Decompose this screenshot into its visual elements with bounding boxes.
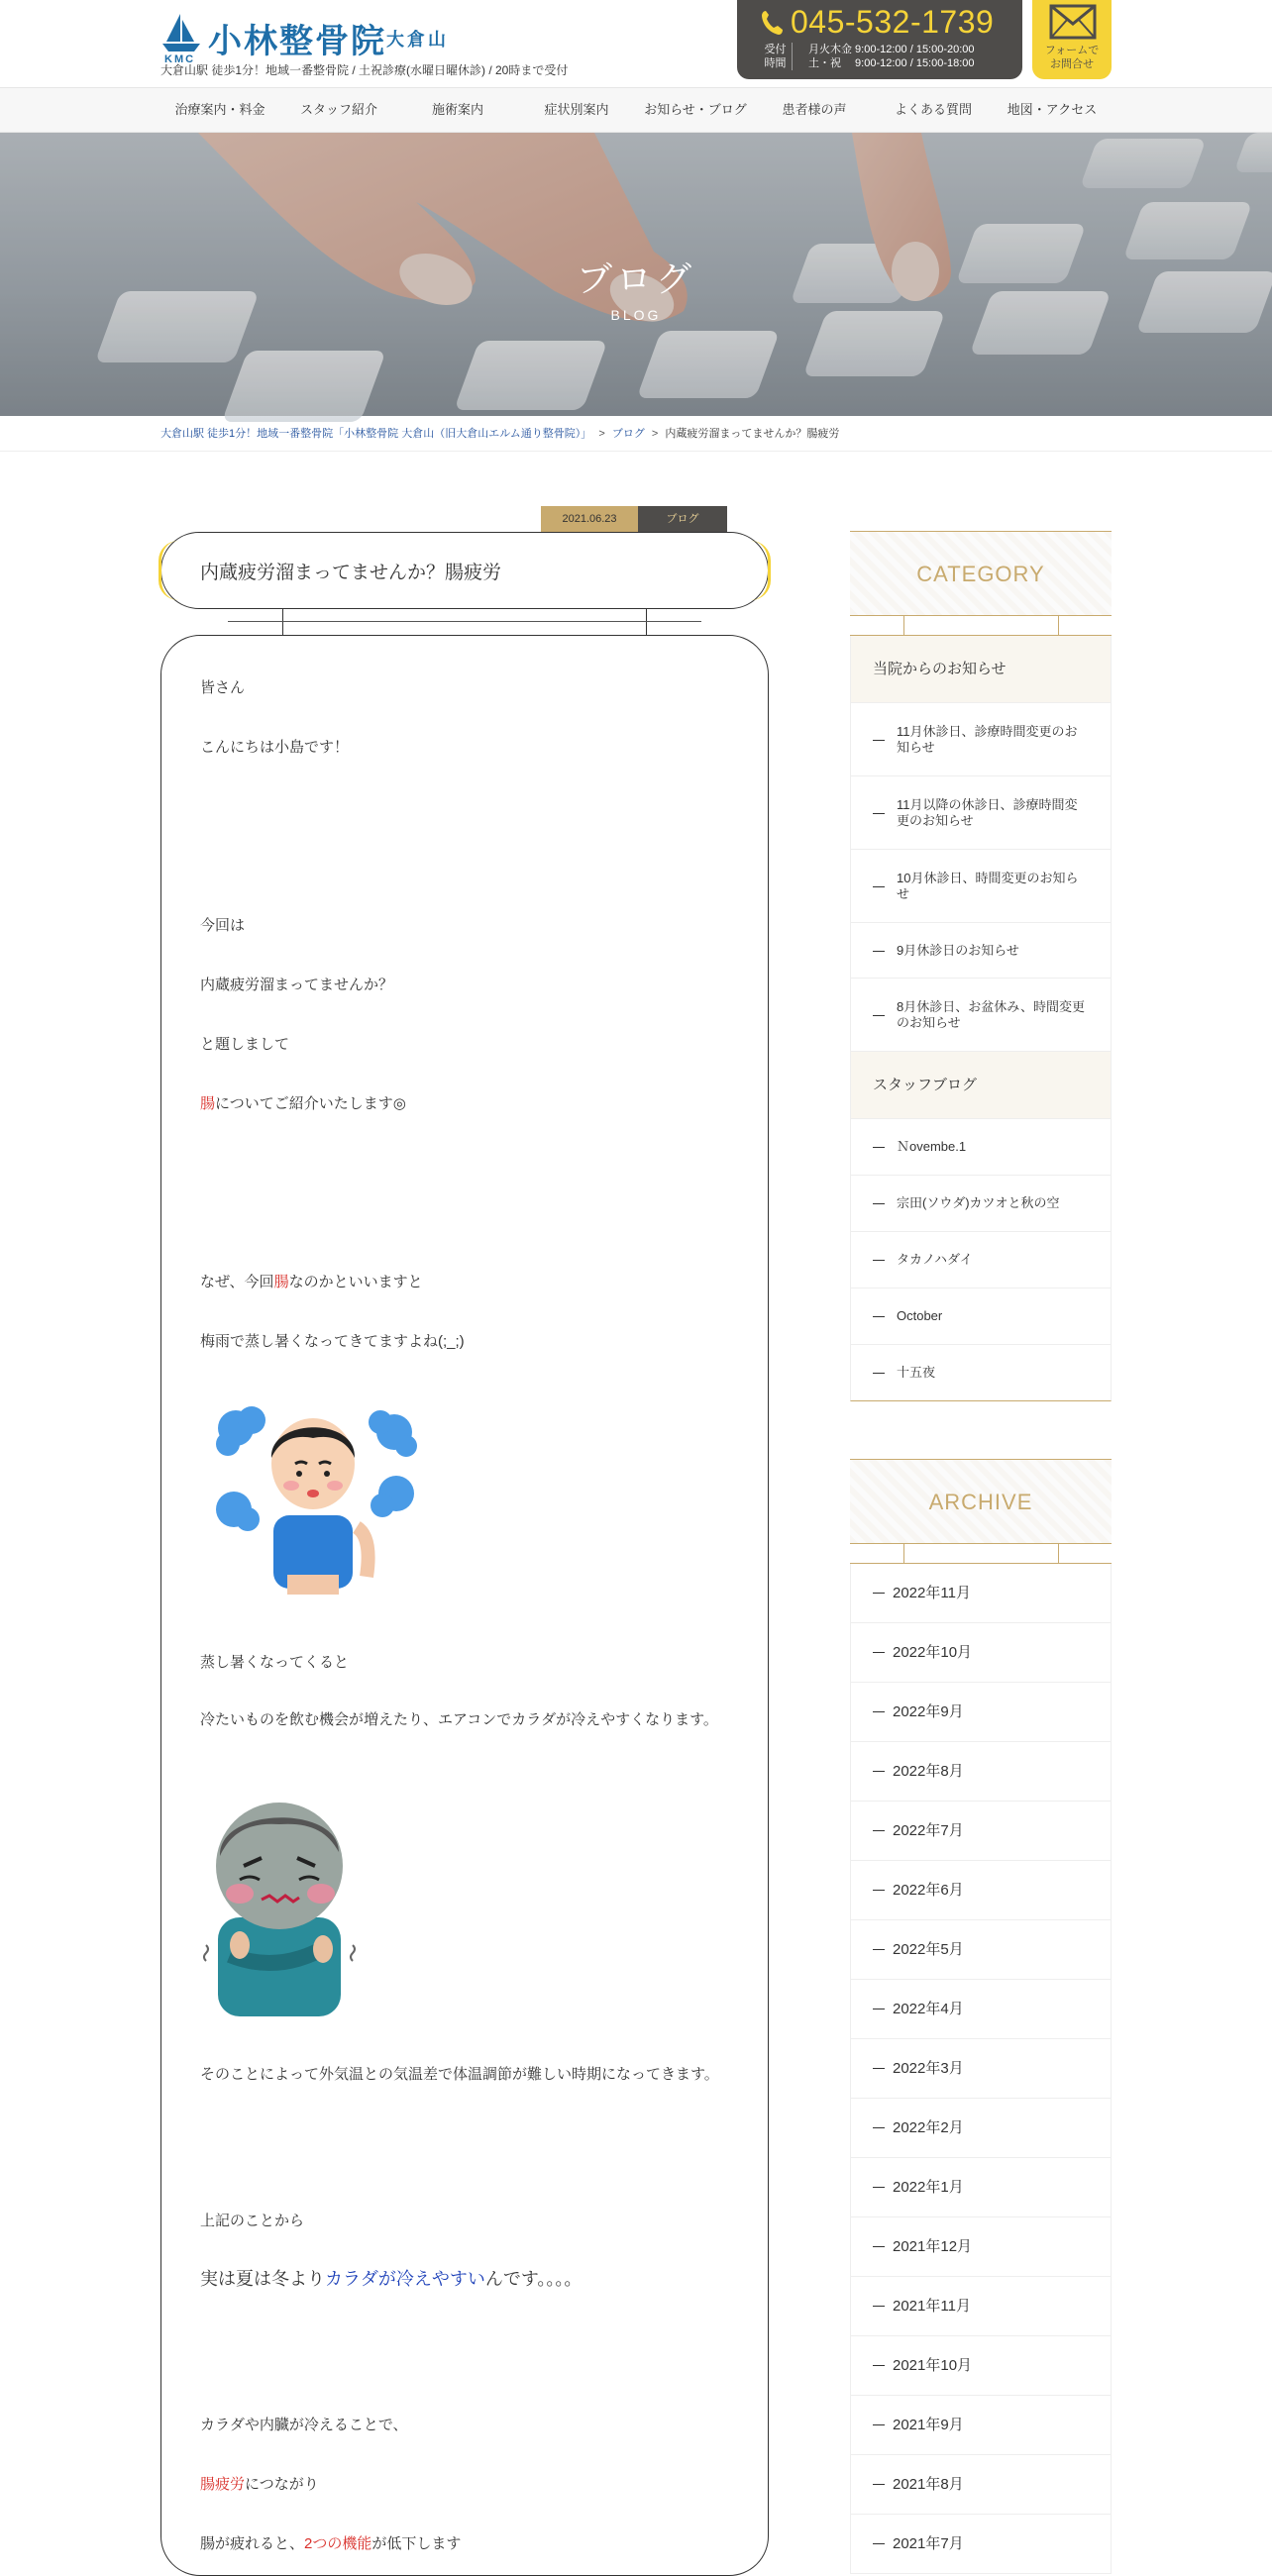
logo-name: 小林整骨院 [208, 22, 386, 61]
archive-month-label: 2021年11月 [893, 2298, 971, 2315]
archive-month-link[interactable] [851, 2158, 1111, 2217]
category-post-link[interactable] [851, 850, 1111, 923]
tel-contact-box[interactable] [737, 0, 1022, 79]
archive-month-link[interactable] [851, 2099, 1111, 2158]
category-post-link[interactable] [851, 1345, 1111, 1400]
highlight-red: 腸 [200, 1095, 216, 1112]
dash-icon [873, 1771, 885, 1772]
tel-hours [808, 43, 975, 70]
nav-item-testimonials[interactable]: 患者様の声 [782, 102, 847, 117]
category-post-link[interactable] [851, 979, 1111, 1052]
highlight-red: 腸疲労 [200, 2476, 246, 2493]
archive-month-label: 2021年7月 [893, 2535, 964, 2552]
site-header [0, 0, 1272, 87]
post-date: 2021.06.23 [541, 506, 638, 532]
archive-month-label: 2022年6月 [893, 1882, 964, 1899]
hero-subtitle: BLOG [610, 307, 662, 323]
title-connector [282, 609, 647, 635]
body-text: と題しまして [200, 1036, 290, 1053]
archive-month-label: 2022年9月 [893, 1703, 964, 1720]
archive-month-link[interactable] [851, 1980, 1111, 2039]
category-post-link[interactable] [851, 1176, 1111, 1232]
dash-icon [873, 951, 885, 952]
category-post-title: 11月休診日、診療時間変更のお知らせ [897, 723, 1078, 755]
body-text: 蒸し暑くなってくると [200, 1654, 350, 1671]
archive-month-link[interactable] [851, 1742, 1111, 1802]
category-post-link[interactable] [851, 703, 1111, 776]
category-heading: CATEGORY [850, 531, 1112, 616]
archive-month-label: 2021年8月 [893, 2476, 964, 2493]
body-text-span: なぜ、今回 [200, 1274, 274, 1290]
dash-icon [873, 2246, 885, 2247]
archive-month-link[interactable] [851, 1920, 1111, 1980]
category-group-clinic-news[interactable]: 当院からのお知らせ [851, 636, 1111, 703]
archive-month-label: 2022年8月 [893, 1763, 964, 1780]
nav-item-access[interactable]: 地図・アクセス [1007, 102, 1098, 117]
archive-month-link[interactable] [851, 2277, 1111, 2336]
dash-icon [873, 2068, 885, 2069]
hero-title: ブログ [576, 259, 695, 300]
body-text: 梅雨で蒸し暑くなってきてますよね(;_;) [200, 1333, 465, 1350]
breadcrumb-separator: > [598, 428, 605, 440]
category-post-title: 10月休診日、時間変更のお知らせ [897, 870, 1079, 901]
category-post-title: October [897, 1308, 943, 1323]
post-category-badge[interactable]: ブログ [638, 506, 727, 532]
archive-connector [850, 1544, 1112, 1564]
archive-month-label: 2022年2月 [893, 2119, 964, 2136]
archive-month-link[interactable] [851, 2455, 1111, 2515]
archive-month-link[interactable] [851, 2039, 1111, 2099]
category-post-title: Ｎovembe.1 [897, 1139, 967, 1154]
body-text: そのことによって外気温との気温差で体温調節が難しい時期になってきます。 [200, 2066, 719, 2083]
dash-icon [873, 1147, 885, 1148]
dash-icon [873, 2484, 885, 2485]
dash-icon [873, 2543, 885, 2544]
archive-month-label: 2022年4月 [893, 2001, 964, 2017]
breadcrumb-home[interactable]: 大倉山駅 徒歩1分！地域一番整骨院「小林整骨院 大倉山（旧大倉山エルム通り整骨院）」 [160, 428, 592, 440]
body-text [200, 2471, 319, 2499]
dash-icon [873, 813, 885, 814]
nav-item-treatment-fees[interactable]: 治療案内・料金 [174, 102, 265, 117]
category-post-title: 十五夜 [897, 1365, 936, 1380]
body-text: カラダや内臓が冷えることで、 [200, 2417, 408, 2433]
body-text-span: につながり [245, 2476, 319, 2493]
nav-item-staff[interactable]: スタッフ紹介 [299, 102, 377, 117]
hero-banner [0, 133, 1272, 416]
archive-month-label: 2021年9月 [893, 2417, 964, 2433]
archive-month-label: 2022年7月 [893, 1822, 964, 1839]
archive-month-label: 2022年10月 [893, 1644, 973, 1661]
header-tagline: 大倉山駅 徒歩1分！地域一番整骨院 / 土祝診療(水曜日曜休診) / 20時まで受付 [160, 63, 569, 77]
category-group-staff-blog[interactable]: スタッフブログ [851, 1052, 1111, 1119]
dash-icon [873, 2424, 885, 2425]
breadcrumb-current: 内蔵疲労溜まってませんか？腸疲労 [665, 428, 840, 440]
archive-month-link[interactable] [851, 1623, 1111, 1683]
body-text-span: 腸が疲れると、 [200, 2535, 305, 2552]
dash-icon [873, 2127, 885, 2128]
tel-hours-weekday: 月火木金 9:00-12:00 / 15:00-20:00 [808, 44, 975, 55]
dash-icon [873, 1316, 885, 1317]
nav-item-faq[interactable]: よくある質問 [894, 102, 972, 117]
cold-shivering-man-illustration [200, 1797, 359, 2016]
title-accent-right [751, 541, 771, 600]
mail-icon [1049, 4, 1097, 40]
body-text: 冷たいものを飲む機会が増えたり、エアコンでカラダが冷えやすくなります。 [200, 1711, 718, 1728]
dash-icon [873, 1949, 885, 1950]
dash-icon [873, 1260, 885, 1261]
body-text [200, 1269, 423, 1296]
body-text: 皆さん [200, 679, 246, 696]
category-connector [850, 616, 1112, 636]
highlight-red: 腸 [273, 1274, 289, 1290]
dash-icon [873, 2306, 885, 2307]
body-text: こんにちは小島です！ [200, 739, 350, 756]
title-accent-left [159, 541, 178, 600]
archive-month-label: 2022年11月 [893, 1585, 971, 1601]
dash-icon [873, 1373, 885, 1374]
nav-item-services[interactable]: 施術案内 [431, 102, 483, 117]
archive-month-link[interactable] [851, 2515, 1111, 2574]
category-post-title: 11月以降の休診日、診療時間変更のお知らせ [897, 796, 1078, 828]
archive-month-link[interactable] [851, 2336, 1111, 2396]
archive-month-link[interactable] [851, 1861, 1111, 1920]
nav-item-news-blog[interactable]: お知らせ・ブログ [644, 102, 747, 117]
body-text-span: なのかといいますと [288, 1274, 423, 1290]
archive-month-label: 2021年12月 [893, 2238, 973, 2255]
dash-icon [873, 1015, 885, 1016]
dash-icon [873, 1652, 885, 1653]
dash-icon [873, 1890, 885, 1891]
dash-icon [873, 2187, 885, 2188]
category-post-title: タカノハダイ [897, 1252, 973, 1267]
body-text-span: についてご紹介いたします◎ [215, 1095, 406, 1112]
contact-form-label [1032, 44, 1112, 71]
nav-item-symptoms[interactable]: 症状別案内 [544, 102, 609, 117]
body-text: 内蔵疲労溜まってませんか？ [200, 977, 394, 993]
tel-number[interactable]: 045-532-1739 [791, 4, 995, 40]
dash-icon [873, 2365, 885, 2366]
breadcrumb-separator: > [651, 428, 659, 440]
global-nav [0, 87, 1272, 133]
category-list [850, 636, 1112, 1401]
post-title: 内蔵疲労溜まってませんか？腸疲労 [200, 563, 502, 583]
archive-month-link[interactable] [851, 2217, 1111, 2277]
archive-month-link[interactable] [851, 2396, 1111, 2455]
dash-icon [873, 886, 885, 887]
body-text-span: んです。。。。 [484, 2269, 583, 2289]
body-text [200, 2530, 461, 2558]
body-text: 上記のことから [200, 2213, 305, 2229]
contact-form-button[interactable] [1032, 0, 1112, 79]
archive-heading: ARCHIVE [850, 1459, 1112, 1544]
phone-icon [761, 10, 783, 36]
ship-logo-icon [160, 12, 202, 53]
body-text [200, 2265, 582, 2293]
category-post-link[interactable] [851, 1232, 1111, 1288]
category-post-link[interactable] [851, 776, 1111, 850]
category-post-link[interactable] [851, 1288, 1111, 1345]
title-connector-line [228, 621, 701, 622]
archive-month-label: 2021年10月 [893, 2357, 973, 2374]
dash-icon [873, 740, 885, 741]
archive-month-label: 2022年5月 [893, 1941, 964, 1958]
category-post-link[interactable] [851, 1119, 1111, 1176]
body-text [200, 1090, 406, 1118]
logo-mark-text: KMC [164, 53, 196, 65]
archive-month-link[interactable] [851, 1683, 1111, 1742]
dash-icon [873, 1593, 885, 1594]
archive-month-label: 2022年1月 [893, 2179, 964, 2196]
category-post-title: 8月休診日、お盆休み、時間変更のお知らせ [897, 998, 1086, 1030]
body-text-span: が低下します [371, 2535, 462, 2552]
dash-icon [873, 1203, 885, 1204]
archive-month-link[interactable] [851, 1802, 1111, 1861]
highlight-red: 2つの機能 [304, 2535, 372, 2552]
category-post-title: 9月休診日のお知らせ [897, 942, 1019, 958]
tel-hours-weekend: 土・祝 9:00-12:00 / 15:00-18:00 [808, 57, 975, 69]
highlight-blue: カラダが冷えやすい [325, 2269, 485, 2289]
archive-month-link[interactable] [851, 1564, 1111, 1623]
tel-hours-label: 受付 時間 [759, 43, 793, 70]
dash-icon [873, 1830, 885, 1831]
hot-sweating-man-illustration [208, 1398, 422, 1597]
dash-icon [873, 1711, 885, 1712]
body-text: 今回は [200, 917, 246, 934]
logo-location: 大倉山 [386, 30, 449, 50]
site-logo[interactable] [160, 12, 458, 65]
archive-month-label: 2022年3月 [893, 2060, 964, 2077]
category-post-title: 宗田(ソウダ)カツオと秋の空 [897, 1195, 1060, 1210]
breadcrumb-blog[interactable]: ブログ [611, 428, 645, 440]
contact-form-label-2: お問合せ [1050, 58, 1094, 70]
body-text-span: 実は夏は冬より [200, 2269, 325, 2289]
category-post-link[interactable] [851, 923, 1111, 979]
contact-form-label-1: フォームで [1044, 45, 1100, 56]
breadcrumb [0, 416, 1272, 452]
archive-list [850, 1564, 1112, 2574]
